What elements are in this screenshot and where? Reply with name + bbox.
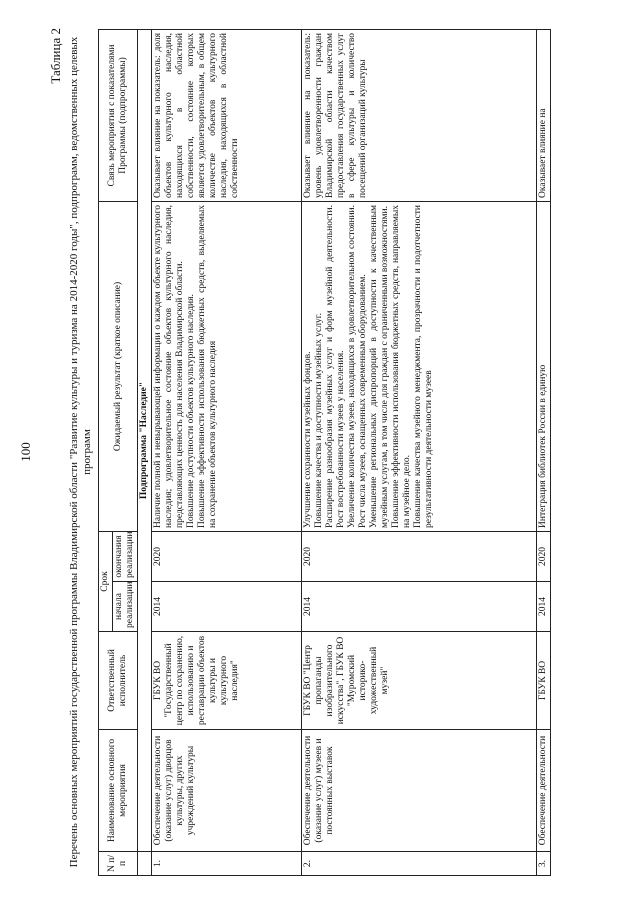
subprogram-title: Подпрограмма "Наследие" (138, 29, 152, 851)
row-number: 3. (537, 852, 551, 876)
result-line: Уменьшение региональных диспропорций в доступности к качественным музейным услугам, в том числе для граждан с ограниченными возможностями. (369, 204, 390, 528)
row-number: 1. (152, 852, 302, 876)
header-result: Ожидаемый результат (краткое описание) (99, 201, 138, 531)
expected-result (152, 201, 302, 531)
result-line: Повышение качества и доступности музейных услуг. (314, 313, 324, 528)
header-name: Наименование основного мероприятия (99, 730, 138, 852)
header-num: N п/п (99, 852, 138, 876)
header-row (99, 29, 113, 875)
result-line: Увеличение количества музеев, находящихся в удовлетворительном состоянии. Рост числа музеев, оснащенных современным оборудованием. (347, 204, 368, 528)
table-row (302, 29, 537, 875)
result-line: Расширение разнообразия музейных услуг и форм музейной деятельности. Рост востребованности музеев у населения. (325, 204, 346, 528)
result-line: Наличие полной и невырывающей информации о каждом объекте культурного наследия; удовлетворительное состояние объектов культурного наследия, представляющих ценность для населения Владимирской области. (153, 204, 185, 528)
measures-table (98, 29, 551, 876)
end-year: 2020 (537, 531, 551, 581)
header-start: начала реализации (113, 582, 138, 632)
table-row (152, 29, 302, 875)
result-line: Повышение качества музейного менеджмента, прозрачности и подотчетности результативности деятельности музеев (413, 204, 434, 528)
result-line: Повышение эффективности использования бюджетных средств, выделяемых на сохранение объектов культурного наследия (197, 204, 218, 528)
executor: ГБУК ВО (537, 632, 551, 730)
header-end: окончания реализации (113, 531, 138, 581)
table-row (537, 29, 551, 875)
table-label: Таблица 2 (48, 28, 63, 84)
header-term: Срок (99, 531, 113, 631)
measure-name: Обеспечение деятельности (оказание услуг) дворцов культуры, других учреждений культуры (152, 730, 302, 852)
indicator-link: Оказывает влияние на показатель: уровень удовлетворенности граждан Владимирской области качеством предоставления государственных услуг в сфере культуры и количество посещений организаций культуры (302, 29, 537, 201)
result-line: Повышение эффективности использования бюджетных средств, направляемых на музейное дело. (391, 204, 412, 528)
result-line: Повышение доступности объектов культурного наследия. (186, 294, 196, 528)
document-title: Перечень основных мероприятий государственной программы Владимирской области "Развитие культуры и туризма на 2014-2020 годы", подпрограмм, ведомственных целевых программ (68, 36, 93, 868)
start-year: 2014 (537, 582, 551, 632)
start-year: 2014 (302, 582, 537, 632)
rotated-page (14, 22, 626, 882)
result-line: Улучшение сохранности музейных фондов. (303, 351, 313, 528)
expected-result (302, 201, 537, 531)
end-year: 2020 (302, 531, 537, 581)
header-executor: Ответственный исполнитель (99, 632, 138, 730)
indicator-link: Оказывает влияние на (537, 29, 551, 201)
executor: ГБУК ВО "Государственный центр по сохранению, использованию и реставрации объектов культуры и культурного наследия" (152, 632, 302, 730)
end-year: 2020 (152, 531, 302, 581)
executor: ГБУК ВО "Центр пропаганды изобразительного искусства", ГБУК ВО "Муромский историко-художественный музей" (302, 632, 537, 730)
measure-name: Обеспечение деятельности (оказание услуг) музеев и постоянных выставок (302, 730, 537, 852)
start-year: 2014 (152, 582, 302, 632)
subprogram-row (138, 29, 152, 875)
header-link: Связь мероприятия с показателями Программы (подпрограммы) (99, 29, 138, 201)
row-number: 2. (302, 852, 537, 876)
indicator-link: Оказывает влияние на показатель: доля объектов культурного наследия, находящихся в областной собственности, состояние которых является удовлетворительным, в общем количестве объектов культурного наследия, находящихся в областной собственности (152, 29, 302, 201)
expected-result: Интеграция библиотек России в единую (537, 201, 551, 531)
measure-name: Обеспечение деятельности (537, 730, 551, 852)
page-number: 100 (18, 442, 33, 462)
